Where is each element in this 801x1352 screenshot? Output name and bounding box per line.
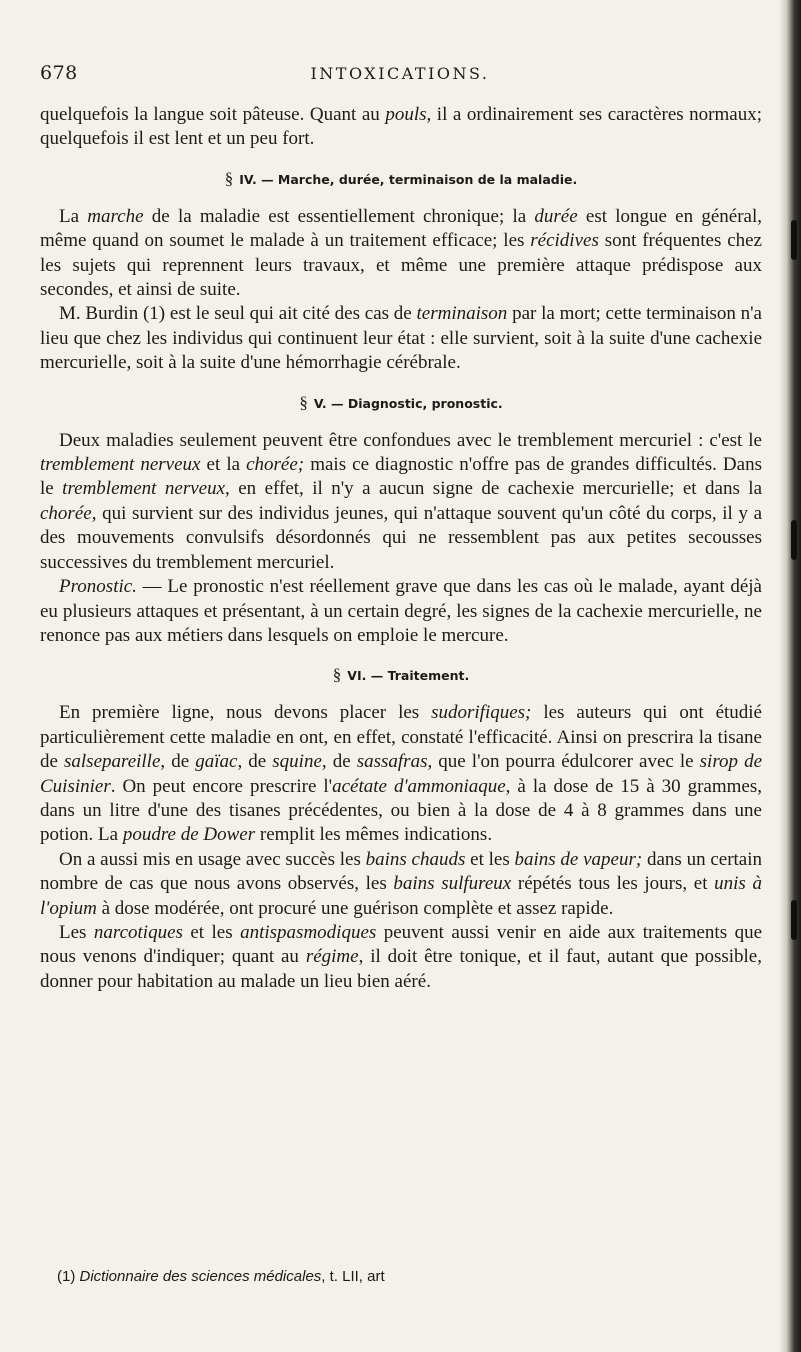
- paragraph: On a aussi mis en usage avec succès les bains chauds et les bains de vapeur; dans un certain nombre de cas que nous avons observés, les bains sulfureux répétés tous les jours, et unis à l'opium à dose modérée, ont procuré une guérison complète et assez rapide.: [40, 848, 763, 919]
- section-heading-iv: § IV. — Marche, durée, terminaison de la maladie.: [224, 168, 578, 188]
- paragraph: La marche de la maladie est essentiellement chronique; la durée est longue en général, même quand on soumet le malade à un traitement efficace; les récidives sont fréquentes chez les sujets qui reprennent leurs travaux, et même une première attaque prédispose aux secondes, et ainsi de suite.: [40, 205, 763, 301]
- body-text: [40, 103, 762, 994]
- section-heading-v: § V. — Diagnostic, pronostic.: [299, 392, 503, 412]
- intro-paragraph: quelquefois la langue soit pâteuse. Quant au pouls, il a ordinairement ses caractères normaux; quelquefois il est lent et un peu fort.: [40, 104, 762, 150]
- running-title: INTOXICATIONS.: [310, 64, 490, 83]
- paragraph: M. Burdin (1) est le seul qui ait cité des cas de terminaison par la mort; cette terminaison n'a lieu que chez les individus qui continuent leur état : elle survient, soit à la suite d'une cachexie mercurielle, soit à la suite d'une hémorrhagie cérébrale.: [40, 303, 762, 374]
- paragraph: Les narcotiques et les antispasmodiques peuvent aussi venir en aide aux traitements que nous venons d'indiquer; quant au régime, il doit être tonique, et il faut, autant que possible, donner pour habitation au malade un lieu bien aéré.: [40, 921, 762, 992]
- paragraph: En première ligne, nous devons placer les sudorifiques; les auteurs qui ont étudié particulièrement cette maladie en ont, en effet, constaté l'efficacité. Ainsi on prescrira la tisane de salsepareille, de gaïac, de squine, de sassafras, que l'on pourra édulcorer avec le sirop de Cuisinier. On peut encore prescrire l'acétate d'ammoniaque, à la dose de 15 à 30 grammes, dans un litre d'une des tisanes précédentes, ou bien à la dose de 4 à 8 grammes dans une potion. La poudre de Dower remplit les mêmes indications.: [40, 702, 763, 846]
- binding-gutter: [779, 0, 801, 1352]
- page-header: [40, 62, 760, 90]
- paragraph: Pronostic. — Le pronostic n'est réellement grave que dans les cas où le malade, ayant déjà eu plusieurs attaques et présentant, à un certain degré, les signes de la cachexie mercurielle, ne renonce pas aux métiers dans lesquels on emploie le mercure.: [40, 576, 762, 646]
- section-symbol: §: [332, 665, 342, 685]
- section-heading-vi: § VI. — Traitement.: [332, 665, 470, 685]
- section-symbol: §: [299, 392, 308, 412]
- gutter-shadow: [791, 900, 797, 940]
- gutter-shadow: [791, 520, 797, 560]
- paragraph: Deux maladies seulement peuvent être confondues avec le tremblement mercuriel : c'est le tremblement nerveux et la chorée; mais ce diagnostic n'offre pas de grandes difficultés. Dans le tremblement nerveux, en effet, il n'y a aucun signe de cachexie mercurielle; et dans la chorée, qui survient sur des individus jeunes, qui n'attaque souvent qu'un côté du corps, il y a des mouvements convulsifs désordonnés qui ne ressemblent pas aux petites secousses successives du tremblement mercuriel.: [40, 429, 762, 573]
- footnote: (1) Dictionnaire des sciences médicales, t. LII, art: [57, 1268, 385, 1285]
- page-number: 678: [40, 62, 78, 84]
- section-symbol: §: [224, 168, 234, 188]
- gutter-shadow: [791, 220, 797, 260]
